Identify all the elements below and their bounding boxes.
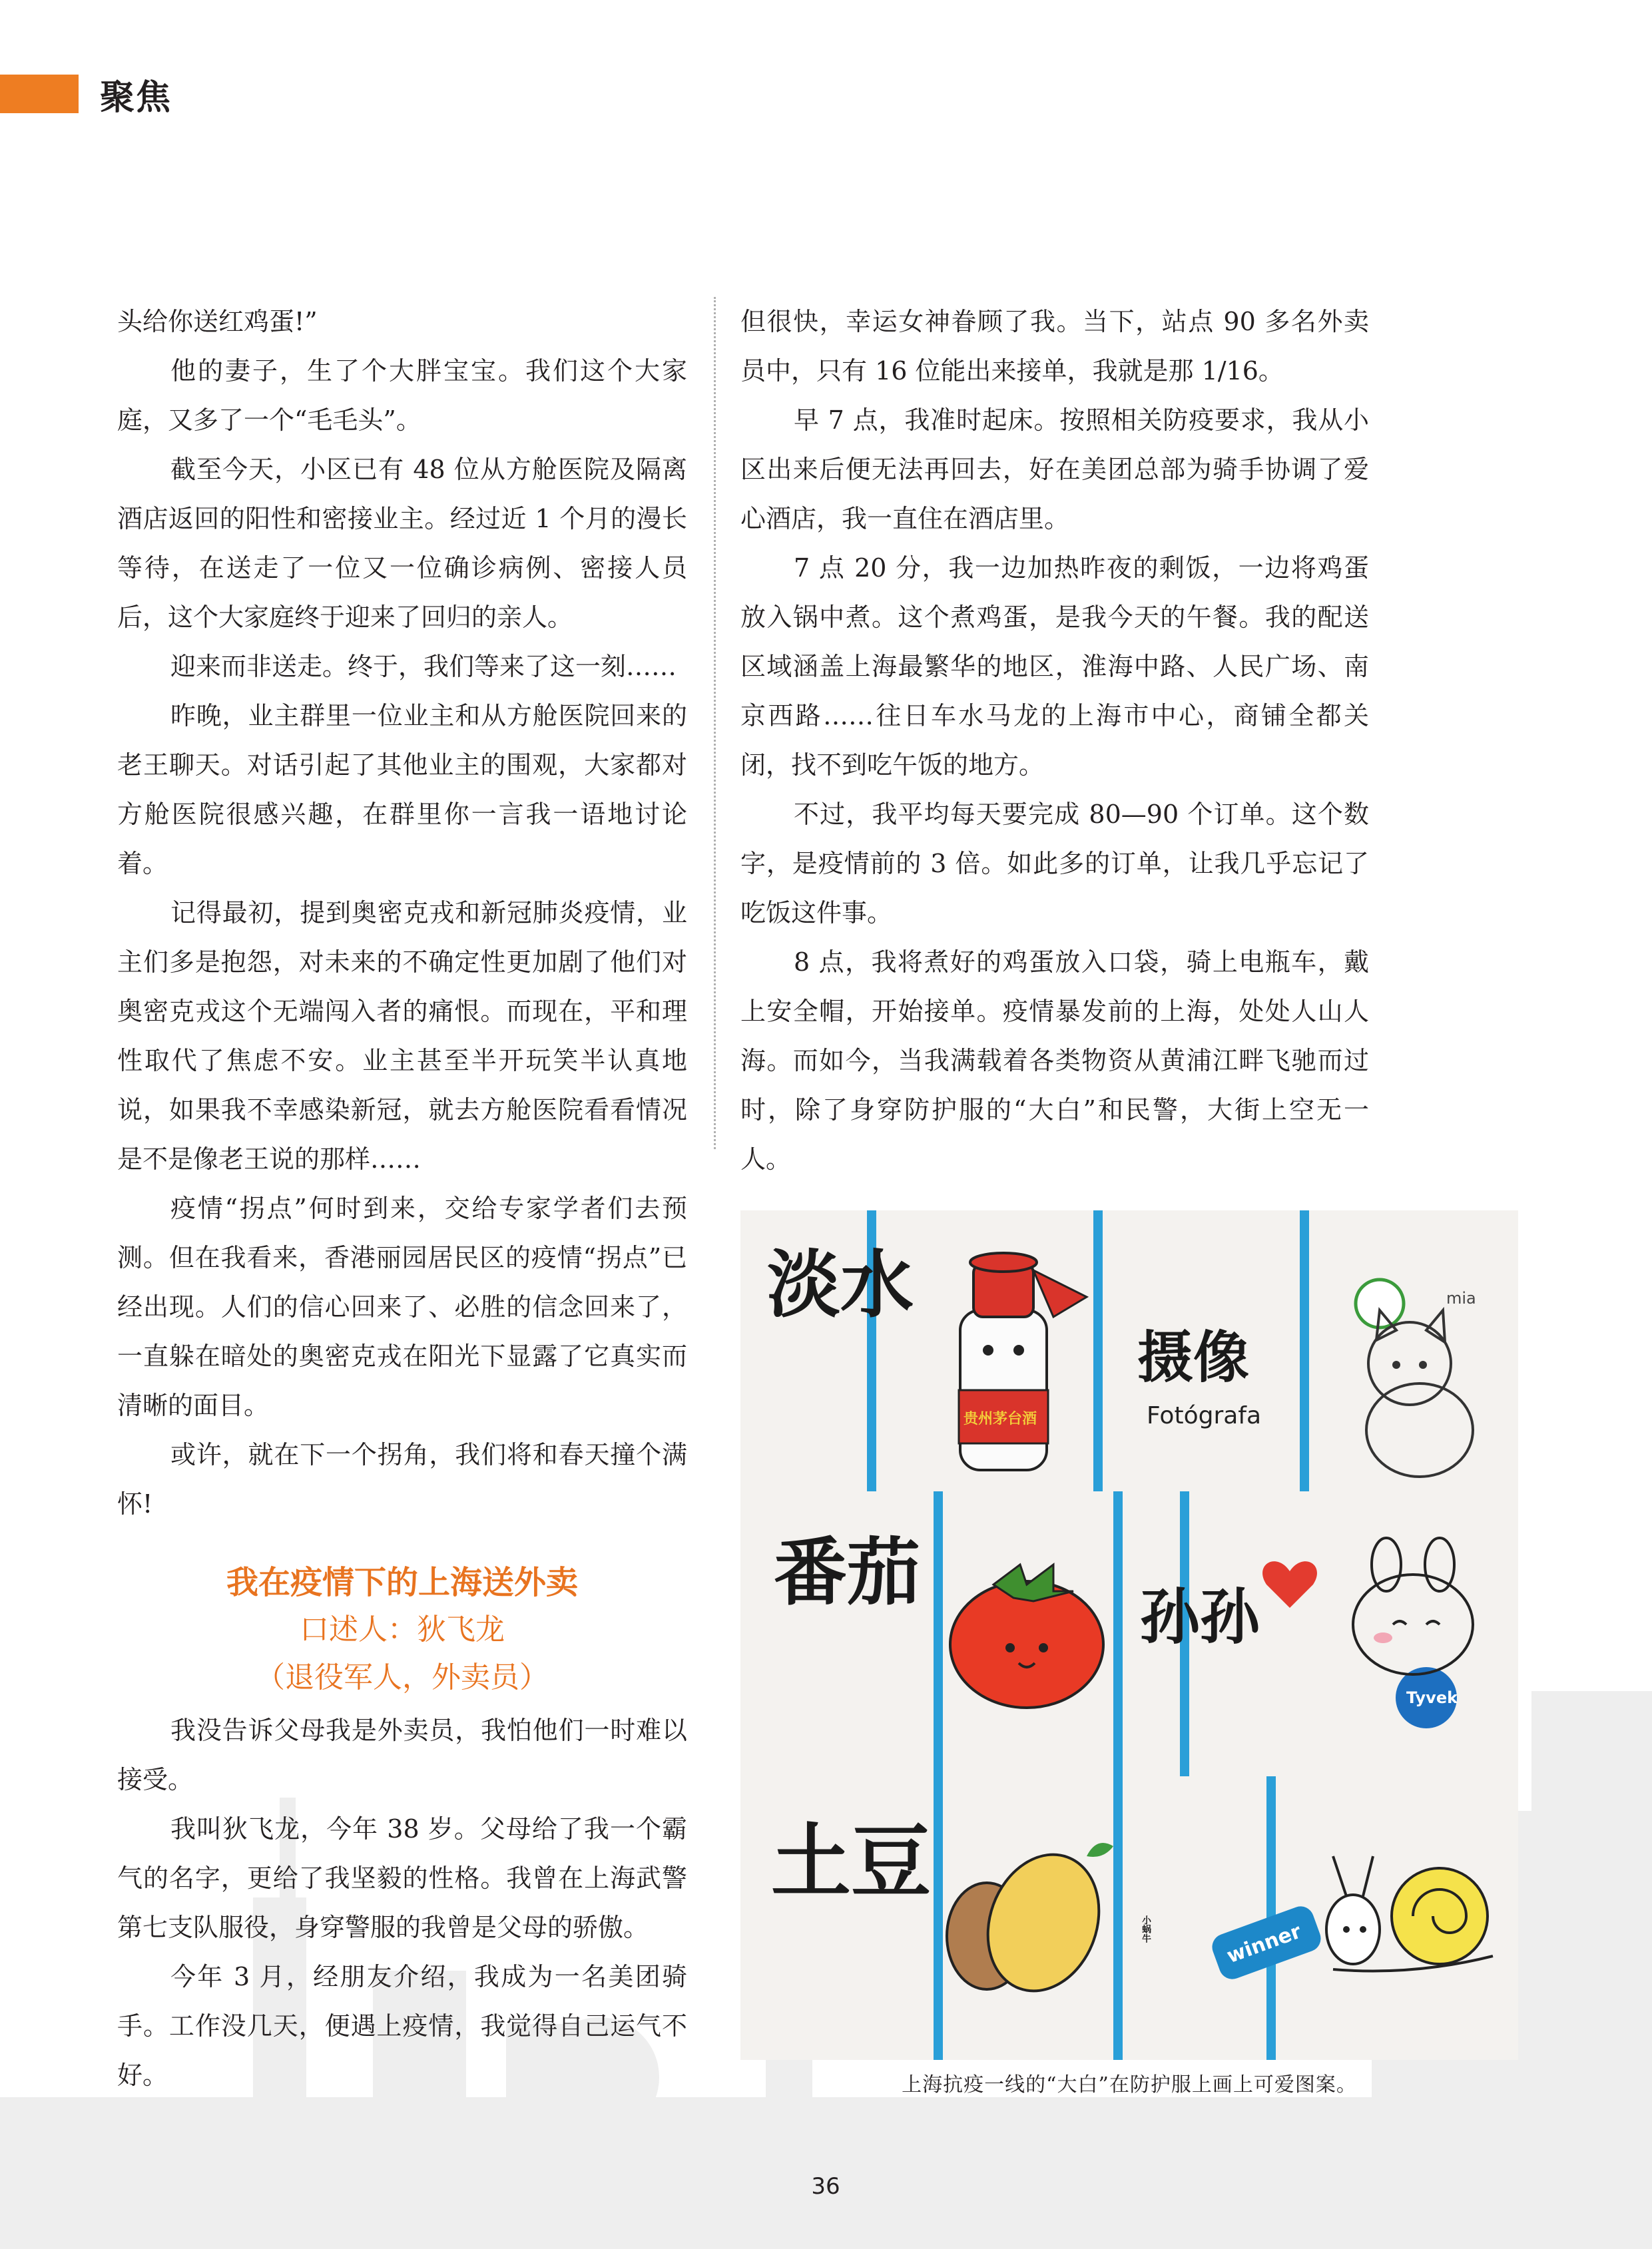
paragraph: 记得最初，提到奥密克戎和新冠肺炎疫情，业主们多是抱怨，对未来的不确定性更加剧了他们对奥密克戎这个无端闯入者的痛恨。而现在，平和理性取代了焦虑不安。业主甚至半开玩笑半认真地说，如果我不幸感染新冠，就去方舱医院看看情况是不是像老王说的那样…… [117, 898, 687, 1174]
paragraph: 或许，就在下一个拐角，我们将和春天撞个满怀! [117, 1440, 687, 1519]
panel-word-5: 土豆 [771, 1815, 931, 1909]
bunny-drawing [1133, 1491, 1518, 1776]
panel-word-4: 孙孙 [1140, 1582, 1260, 1652]
moutai-label: 贵州茅台酒 [964, 1411, 1037, 1427]
paragraph: 8 点，我将煮好的鸡蛋放入口袋，骑上电瓶车，戴上安全帽，开始接单。疫情暴发前的上海，处处人山人海。而如今，当我满载着各类物资从黄浦江畔飞驰而过时，除了身穿防护服的“大白”和民警，大街上空无一人。 [740, 947, 1369, 1174]
paragraph: 但很快，幸运女神眷顾了我。当下，站点 90 多名外卖员中，只有 16 位能出来接单，我就是那 1/16。 [740, 307, 1369, 385]
fotografa-text: Fotógrafa [1147, 1402, 1262, 1429]
panel-word-3: 番茄 [774, 1529, 920, 1615]
panel-word-2: 摄像 [1137, 1324, 1250, 1390]
photo-panel-tudou [740, 1776, 1133, 2060]
story-title: 我在疫情下的上海送外卖 [226, 1564, 578, 1601]
section-accent-bar [0, 75, 79, 113]
snail-drawing [1133, 1776, 1518, 2060]
page-number: 36 [811, 2173, 840, 2200]
winner-badge: winner [1223, 1919, 1304, 1969]
paragraph: 截至今天，小区已有 48 位从方舱医院及隔离酒店返回的阳性和密接业主。经过近 1 个月的漫长等待，在送走了一位又一位确诊病例、密接人员后，这个大家庭终于迎来了回归的亲人。 [117, 455, 687, 632]
paragraph: 我没告诉父母我是外卖员，我怕他们一时难以接受。 [117, 1716, 687, 1794]
photo-panel-sheying [1133, 1210, 1518, 1491]
photo-panel-fanqie [740, 1491, 1133, 1776]
paragraph: 迎来而非送走。终于，我们等来了这一刻…… [170, 652, 677, 681]
photo-panel-xiaowoniu [1133, 1776, 1518, 2060]
paragraph: 昨晚，业主群里一位业主和从方舱医院回来的老王聊天。对话引起了其他业主的围观，大家都对方舱医院很感兴趣，在群里你一言我一语地讨论着。 [117, 701, 687, 878]
paragraph: 他的妻子，生了个大胖宝宝。我们这个大家庭，又多了一个“毛毛头”。 [117, 356, 687, 435]
photo-panel-danshui [740, 1210, 1133, 1491]
tomato-drawing [740, 1491, 1133, 1776]
panel-word-6: 小蜗牛 [1140, 1915, 1151, 1943]
photo-panel-sunsun [1133, 1491, 1518, 1776]
paragraph: 头给你送红鸡蛋!” [117, 307, 318, 336]
paragraph: 不过，我平均每天要完成 80—90 个订单。这个数字，是疫情前的 3 倍。如此多的订单，让我几乎忘记了吃饭这件事。 [740, 800, 1369, 927]
tyvek-badge: Tyvek [1406, 1688, 1458, 1707]
column-divider [714, 297, 716, 1149]
paragraph: 今年 3 月，经朋友介绍，我成为一名美团骑手。工作没几天，便遇上疫情，我觉得自己运气不好。 [117, 1962, 687, 2090]
paragraph: 早 7 点，我准时起床。按照相关防疫要求，我从小区出来后便无法再回去，好在美团总部为骑手协调了爱心酒店，我一直住在酒店里。 [740, 405, 1369, 533]
mia-signature: mia [1446, 1289, 1476, 1308]
right-column [740, 297, 1369, 1184]
story-narrator-role: （退役军人，外卖员） [256, 1660, 549, 1694]
section-title: 聚焦 [100, 78, 172, 118]
potato-drawing [740, 1776, 1133, 2060]
paragraph: 7 点 20 分，我一边加热昨夜的剩饭，一边将鸡蛋放入锅中煮。这个煮鸡蛋，是我今天的午餐。我的配送区域涵盖上海最繁华的地区，淮海中路、人民广场、南京西路……往日车水马龙的上海市中心，商铺全都关闭，找不到吃午饭的地方。 [740, 553, 1369, 780]
photo-caption: 上海抗疫一线的“大白”在防护服上画上可爱图案。 [902, 2073, 1357, 2097]
protective-suit-drawings-photo [740, 1210, 1518, 2060]
paragraph: 我叫狄飞龙，今年 38 岁。父母给了我一个霸气的名字，更给了我坚毅的性格。我曾在上海武警第七支队服役，身穿警服的我曾是父母的骄傲。 [117, 1814, 687, 1942]
left-column [117, 297, 687, 2100]
paragraph: 疫情“拐点”何时到来，交给专家学者们去预测。但在我看来，香港丽园居民区的疫情“拐点”已经出现。人们的信心回来了、必胜的信念回来了，一直躲在暗处的奥密克戎在阳光下显露了它真实而清晰的面目。 [117, 1194, 687, 1420]
moutai-bottle-drawing [740, 1210, 1133, 1491]
story-narrator: 口述人：狄飞龙 [300, 1613, 505, 1646]
cat-drawing [1133, 1210, 1518, 1491]
panel-word-1: 淡水 [767, 1242, 914, 1328]
